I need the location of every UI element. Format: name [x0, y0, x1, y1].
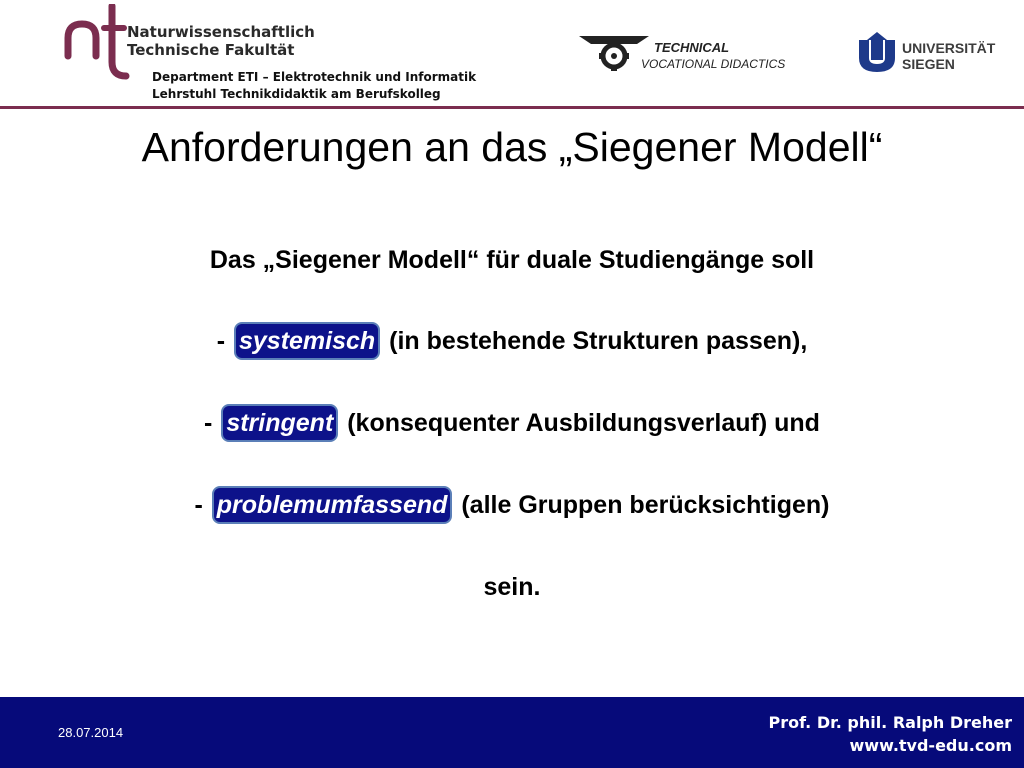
faculty-name-line1: Naturwissenschaftlich	[127, 23, 315, 41]
footer-author-block	[768, 711, 1012, 757]
item-text: (alle Gruppen berücksichtigen)	[461, 491, 830, 519]
keyword-highlight-problemumfassend: problemumfassend	[212, 486, 453, 524]
header-divider	[0, 106, 1024, 109]
footer-author: Prof. Dr. phil. Ralph Dreher	[768, 713, 1012, 732]
university-siegen-logo-icon	[857, 32, 897, 72]
department-line1: Department ETI – Elektrotechnik und Informatik	[152, 70, 477, 84]
university-name-line2: SIEGEN	[902, 56, 955, 72]
slide-title: Anforderungen an das „Siegener Modell“	[141, 124, 883, 170]
gear-logo-icon	[577, 32, 651, 72]
item-prefix: -	[194, 491, 203, 519]
keyword-highlight-stringent: stringent	[221, 404, 338, 442]
faculty-name-line2: Technische Fakultät	[127, 41, 295, 59]
slide-header	[0, 0, 1024, 112]
item-prefix: -	[204, 409, 213, 437]
requirement-item	[0, 403, 1024, 443]
requirement-item	[0, 485, 1024, 525]
item-text: (in bestehende Strukturen passen),	[389, 327, 808, 355]
footer-date: 28.07.2014	[58, 725, 124, 740]
keyword-highlight-systemisch: systemisch	[234, 322, 380, 360]
footer-website-link[interactable]: www.tvd-edu.com	[849, 736, 1012, 755]
university-name-line1: UNIVERSITÄT	[902, 40, 996, 56]
slide-footer	[0, 697, 1024, 768]
item-prefix: -	[216, 327, 226, 355]
intro-line: Das „Siegener Modell“ für duale Studiengänge soll	[209, 246, 815, 274]
tvd-logo-text-line1: TECHNICAL	[654, 40, 730, 55]
tvd-logo-text-line2: VOCATIONAL DIDACTICS	[641, 57, 786, 71]
requirement-item	[0, 321, 1024, 361]
outro-line: sein.	[483, 573, 541, 601]
department-line2: Lehrstuhl Technikdidaktik am Berufskolleg	[152, 87, 441, 101]
item-text: (konsequenter Ausbildungsverlauf) und	[347, 409, 820, 437]
